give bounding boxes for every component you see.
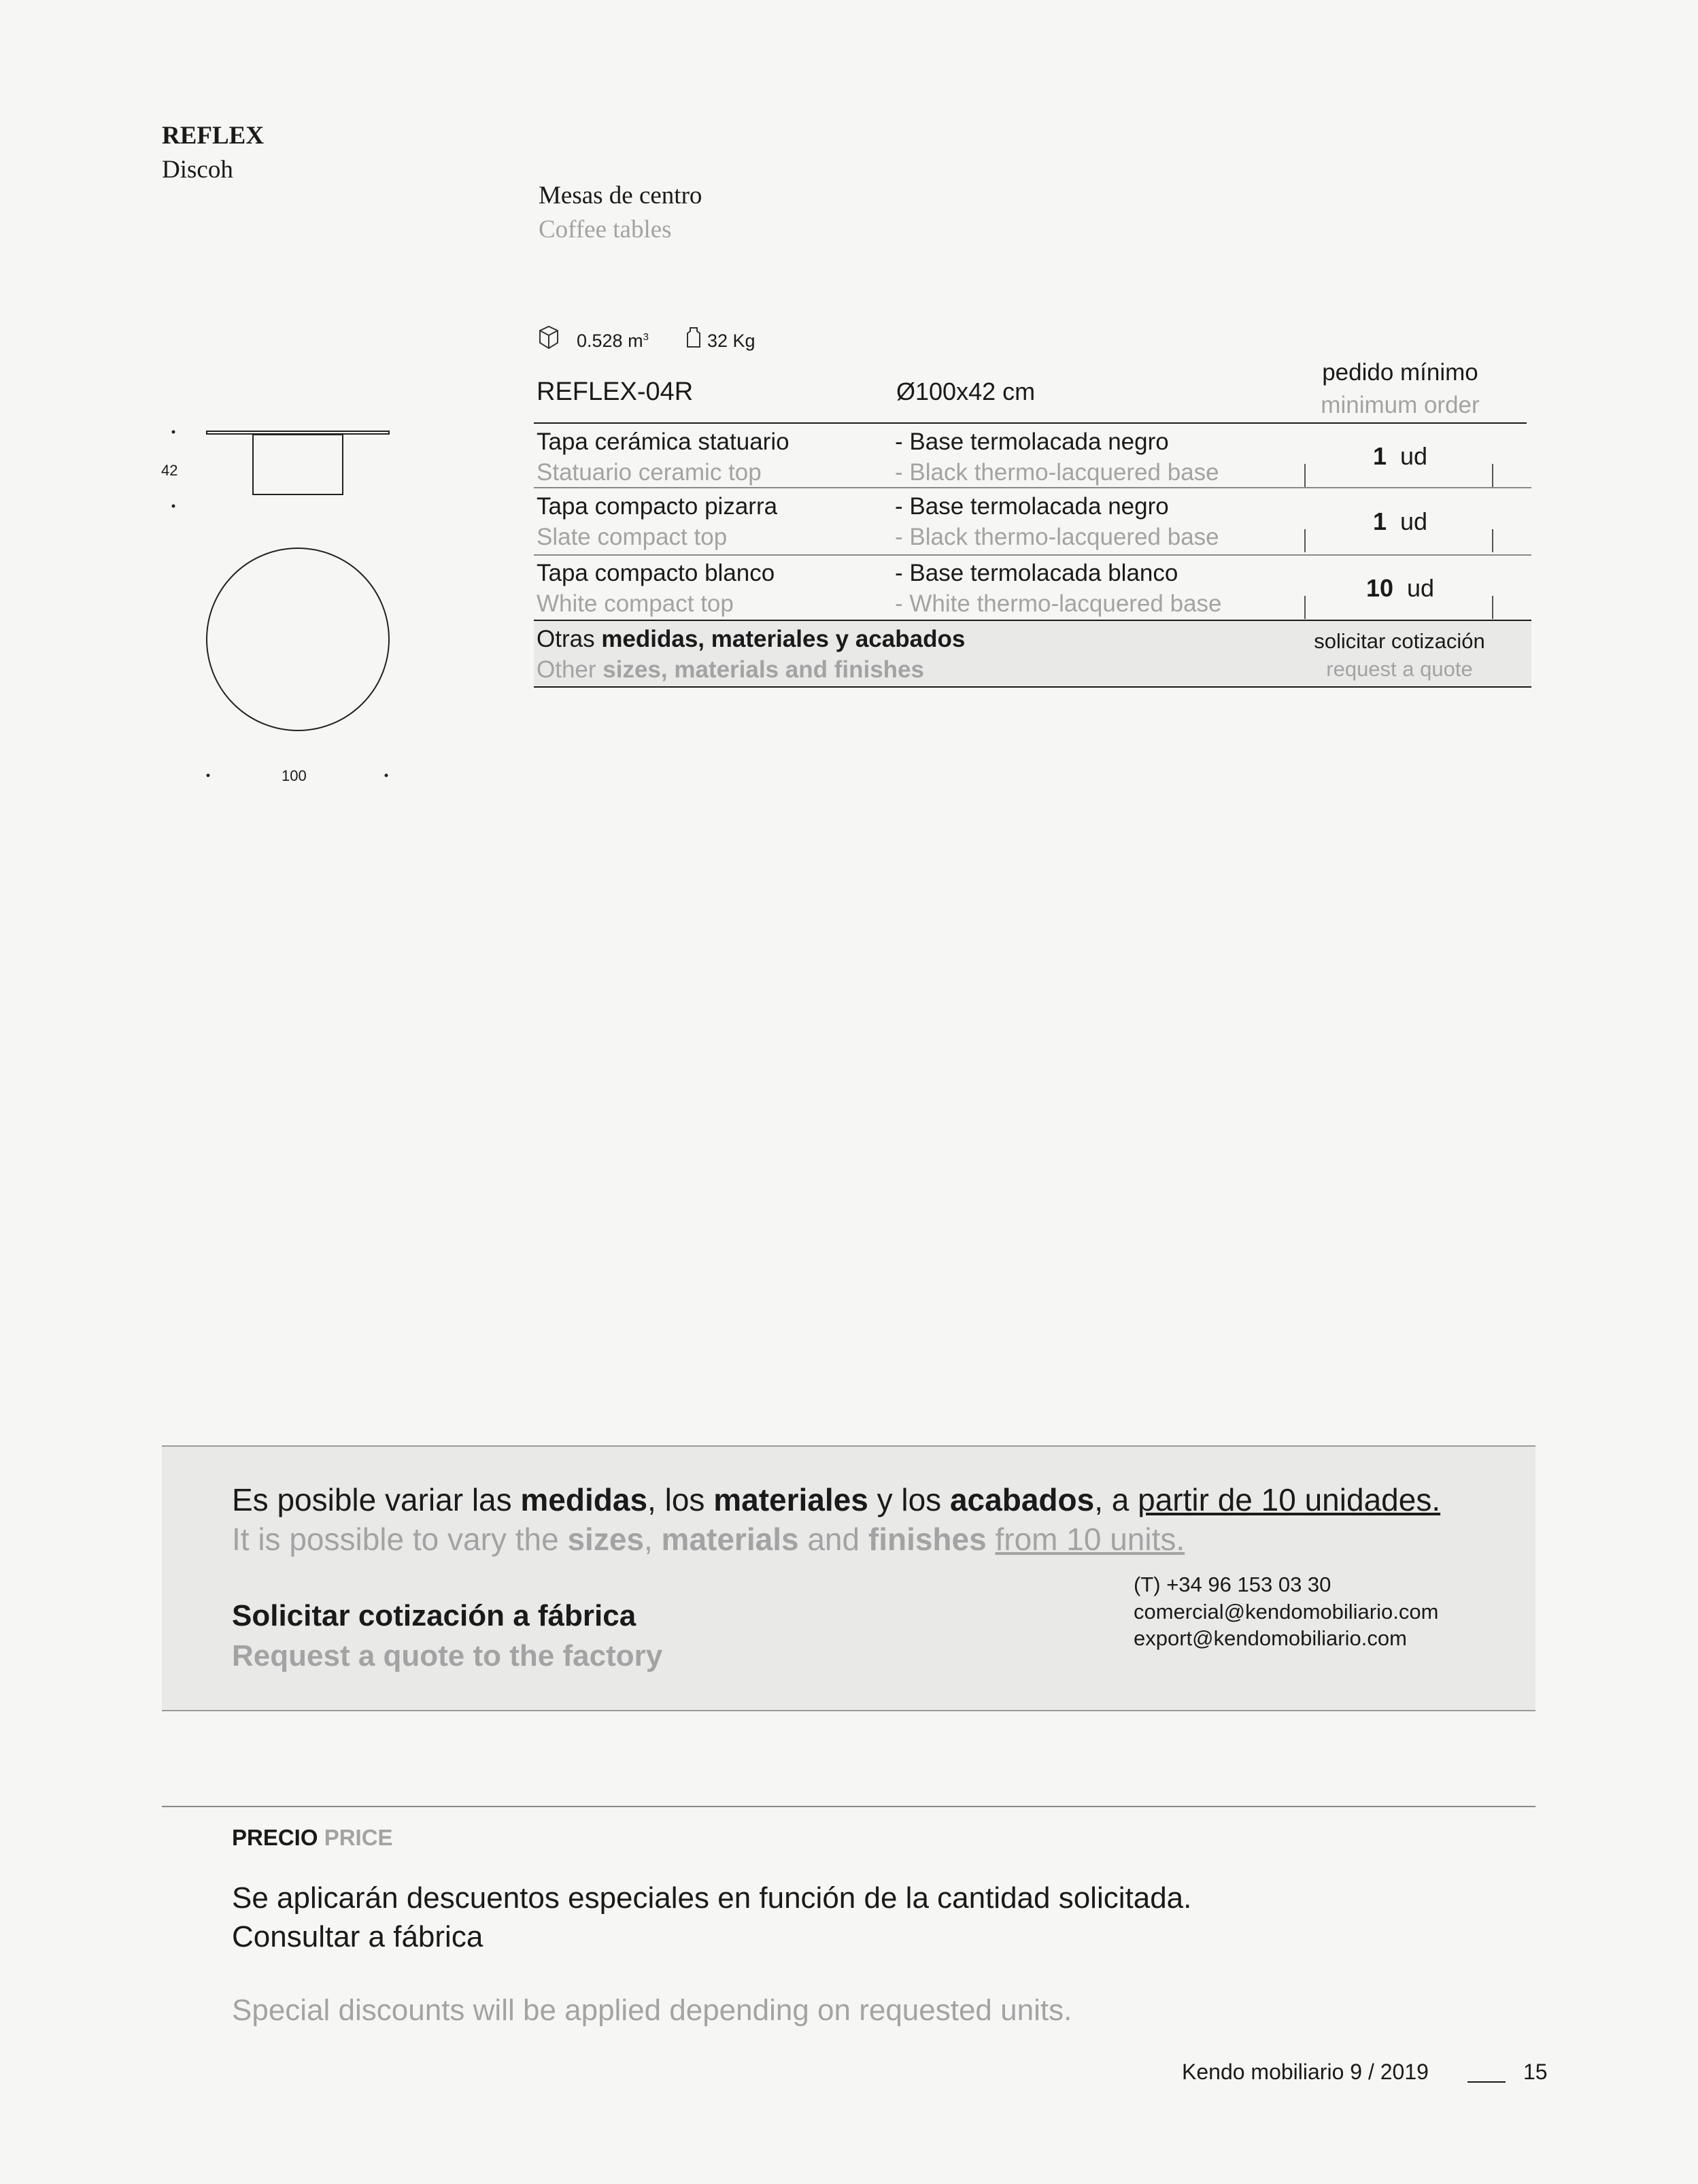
top-finish-en: White compact top (537, 590, 734, 617)
other-options-en: Other sizes, materials and finishes (537, 656, 924, 683)
qty-bracket-right (1492, 464, 1493, 487)
price-consult-text-es: Consultar a fábrica (232, 1920, 483, 1953)
price-label: PRECIO PRICE (232, 1825, 393, 1850)
qty-bracket-right (1492, 529, 1493, 552)
category-es: Mesas de centro (539, 182, 702, 209)
contact-email-export[interactable]: export@kendomobiliario.com (1134, 1626, 1407, 1650)
page-number: 15 (1523, 2060, 1548, 2084)
catalog-edition: Kendo mobiliario 9 / 2019 (1182, 2060, 1429, 2084)
customization-text-en: It is possible to vary the sizes, materials and finishes from 10 units. (232, 1522, 1185, 1557)
top-finish-en: Slate compact top (537, 524, 728, 550)
table-header-divider (534, 422, 1527, 424)
category-en: Coffee tables (539, 216, 672, 243)
base-finish-es: - Base termolacada blanco (895, 560, 1178, 586)
request-quote-es: solicitar cotización (1314, 629, 1485, 653)
height-dimension-label: 42 (161, 462, 178, 479)
package-volume-icon (537, 324, 560, 351)
base-finish-es: - Base termolacada negro (895, 493, 1169, 520)
price-discount-text-en: Special discounts will be applied depending on requested units. (232, 1994, 1072, 2027)
price-section-divider (162, 1806, 1535, 1807)
volume-value: 0.528 $m^3$ (577, 331, 649, 351)
weight-value: 32 Kg (707, 331, 755, 351)
footer-rule (1467, 2081, 1506, 2083)
other-row-bottom-border (534, 686, 1531, 688)
contact-phone[interactable]: (T) +34 96 153 03 30 (1134, 1573, 1331, 1596)
base-finish-en: - Black thermo-lacquered base (895, 459, 1219, 486)
designer-name: Discoh (162, 156, 233, 184)
base-finish-en: - White thermo-lacquered base (895, 590, 1222, 617)
model-dimensions: Ø100x42 cm (896, 377, 1036, 405)
min-order-quantity: 1 ud (1372, 442, 1428, 470)
model-code: REFLEX-04R (537, 377, 694, 406)
quote-title-en: Request a quote to the factory (232, 1639, 663, 1673)
min-units-link-en[interactable]: from 10 units. (995, 1522, 1185, 1557)
customization-text-es: Es posible variar las medidas, los materiales y los acabados, a partir de 10 unidades. (232, 1482, 1441, 1517)
contact-email-commercial[interactable]: comercial@kendomobiliario.com (1134, 1600, 1439, 1624)
qty-bracket-right (1492, 596, 1493, 619)
quote-title-es: Solicitar cotización a fábrica (232, 1599, 636, 1632)
min-order-en: minimum order (1321, 392, 1480, 418)
other-options-es: Otras medidas, materiales y acabados (537, 626, 966, 652)
min-order-quantity: 10 ud (1365, 574, 1435, 602)
row-divider (534, 487, 1531, 488)
price-discount-text-es: Se aplicarán descuentos especiales en función de la cantidad solicitada. (232, 1881, 1192, 1915)
product-technical-drawing (156, 422, 401, 789)
base-finish-en: - Black thermo-lacquered base (895, 524, 1219, 550)
base-finish-es: - Base termolacada negro (895, 429, 1169, 455)
top-finish-es: Tapa cerámica statuario (537, 429, 789, 455)
product-name: REFLEX (162, 122, 265, 150)
width-dimension-label: 100 (282, 767, 307, 784)
min-order-quantity: 1 ud (1372, 507, 1428, 535)
min-order-es: pedido mínimo (1322, 359, 1478, 386)
top-finish-es: Tapa compacto blanco (537, 560, 775, 586)
min-units-link[interactable]: partir de 10 unidades. (1138, 1482, 1441, 1517)
request-quote-en: request a quote (1326, 657, 1473, 681)
other-row-top-border (534, 620, 1531, 621)
weight-icon (685, 325, 702, 350)
top-finish-en: Statuario ceramic top (537, 459, 762, 486)
top-finish-es: Tapa compacto pizarra (537, 493, 778, 520)
row-divider (534, 554, 1531, 556)
